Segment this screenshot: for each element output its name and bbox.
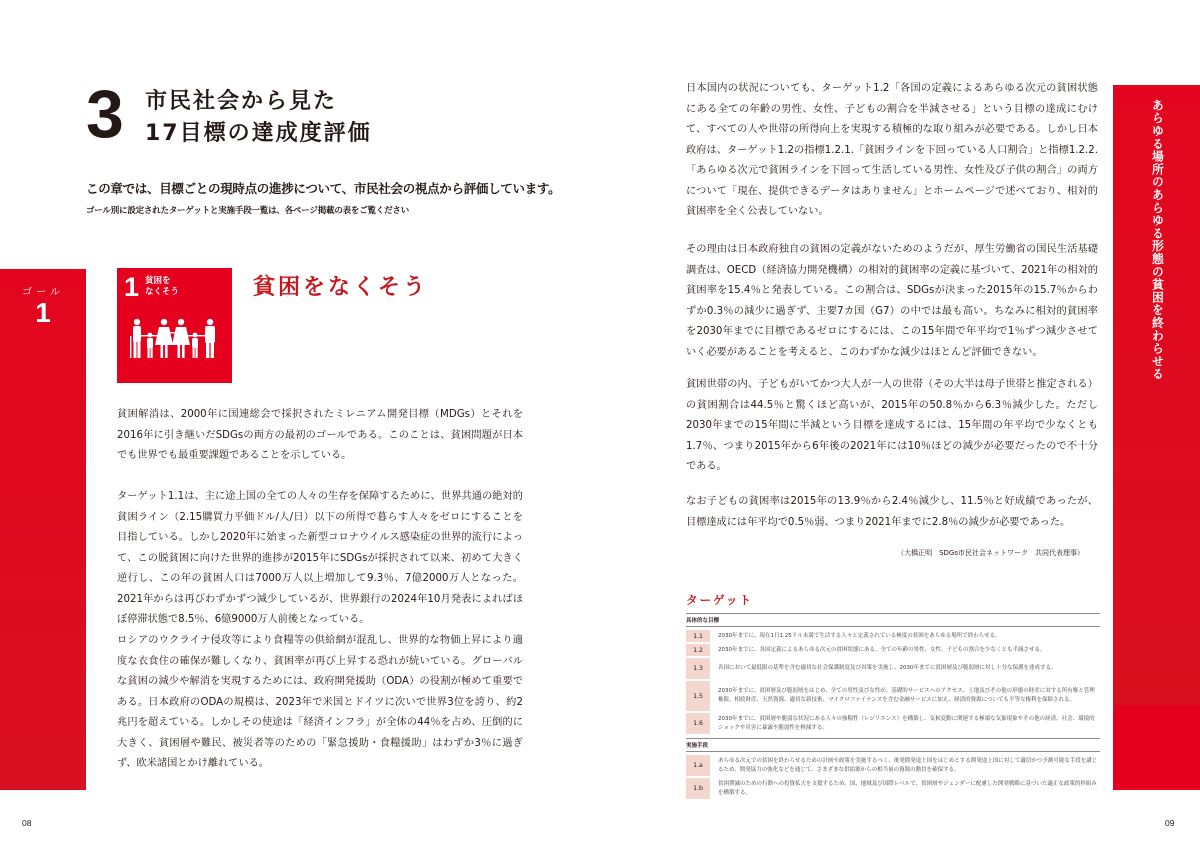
sdg-icon-text-line2: なくそう <box>145 287 180 297</box>
right-paragraph-3: 貧困世帯の内、子どもがいてかつ大人が一人の世帯（その大半は母子世帯と推定される）の貧困割合は44.5％と驚くほど高いが、2015年の50.8％から6.3％減少した。ただし2030年までの15年間に半減という目標を達成するには、15年間の年平均で少なくとも1.7％、つまり2015年から6年後の2021年には10％ほどの減少が必要だったので不十分である。 <box>686 379 1098 472</box>
target-row <box>686 713 1100 734</box>
chapter-sublead: ゴール別に設定されたターゲットと実施手段一覧は、各ページ掲載の表をご覧ください <box>86 206 410 216</box>
family-icon <box>129 318 219 360</box>
target-number: 1.6 <box>686 713 710 734</box>
goal-tab-number: 1 <box>35 297 51 328</box>
means-number: 1.b <box>686 778 710 799</box>
page-number-right: 09 <box>1165 818 1175 828</box>
means-row <box>686 755 1100 776</box>
right-paragraph-4: なお子どもの貧困率は2015年の13.9％から2.4％減少し、11.5％と好成績であったが、目標達成には年平均で0.5％弱、つまり2021年までに2.8％の減少が必要であった。 <box>686 496 1098 528</box>
sdg-goal-1-icon <box>117 268 232 383</box>
sdg-icon-text-line1: 貧困を <box>145 276 171 286</box>
goal-statement-vertical: あらゆる場所のあらゆる形態の貧困を終わらせる <box>1150 99 1165 381</box>
page-number-left: 08 <box>22 818 32 828</box>
target-text: 2030年までに、現在1日1.25ドル未満で生活する人々と定義されている極度の貧困をあらゆる場所で終わらせる。 <box>718 632 1001 639</box>
target-row <box>686 681 1100 711</box>
target-text: 2030年までに、貧困層及び脆弱層をはじめ、全ての男性及び女性が、基礎的サービスへのアクセス、土地及びその他の形態の財産に対する所有権と管理権限、相続財産、天然資源、適切な新技術、マイクロファイナンスを含む金融サービスに加え、経済的資源についても平等な権利を保障される。 <box>718 688 1095 703</box>
means-row <box>686 778 1100 799</box>
chapter-title <box>145 86 372 150</box>
means-label: 実施手段 <box>686 738 1100 752</box>
goal-side-band <box>1113 85 1200 705</box>
author-credit: （大橋正明 SDGs市民社会ネットワーク 共同代表理事） <box>897 549 1084 557</box>
goal-tab-label: ゴール <box>22 287 64 298</box>
targets-title: ターゲット <box>686 593 754 607</box>
means-text: あらゆる次元での貧困を終わらせるための計画や政策を実施するべく、後発開発途上国をはじめとする開発途上国に対して適切かつ予測可能な手段を講じるため、開発協力の強化などを通じて、さまざまな供給源からの相当量の資源の動員を確保する。 <box>718 757 1098 773</box>
goal-tab <box>0 269 86 790</box>
targets-table <box>686 592 1100 801</box>
right-paragraph-1: 日本国内の状況についても、ターゲット1.2「各国の定義によるあらゆる次元の貧困状態にある全ての年齢の男性、女性、子どもの割合を半減させる」という目標の達成にむけて、すべての人や世帯の所得向上を実現する積極的な取り組みが必要である。しかし日本政府は、ターゲット1.2の指標1.2.1.「貧困ラインを下回っている人口割合」と指標1.2.2.「あらゆる次元で貧困ラインを下回って生活している男性、女性及び子供の割合」の両方について「現在、提供できるデータはありません」とホームページで述べており、相対的貧困率を全く公表していない。 <box>686 83 1098 217</box>
chapter-title-line2: 17目標の達成度評価 <box>145 121 372 146</box>
left-paragraph-2: ターゲット1.1は、主に途上国の全ての人々の生存を保障するために、世界共通の絶対的貧困ライン（2.15購買力平価ドル/人/日）以下の所得で暮らす人々をゼロにすることを目指している。しかし2020年に始まった新型コロナウイルス感染症の世界的流行によって、この脱貧困に向けた世界的進捗が2015年にSDGsが採択されて以来、初めて大きく逆行し、この年の貧困人口は7000万人以上増加して9.3％、7億2000万人となった。2021年からは再びわずかずつ減少しているが、世界銀行の2024年10月発表によればほぼ停滞状態で8.5％、6億9000万人前後となっている。 <box>117 491 523 625</box>
target-text: 2030年までに、貧困層や脆弱な状況にある人々の強靱性（レジリエンス）を構築し、気候変動に関連する極端な気象現象やその他の経済、社会、環境的ショックや災害に暴露や脆弱性を軽減する。 <box>718 715 1095 731</box>
goal-title: 貧困をなくそう <box>253 275 429 300</box>
left-paragraph-1: 貧困解消は、2000年に国連総会で採択されたミレニアム開発目標（MDGs）とそれを2016年に引き継いだSDGsの両方の最初のゴールである。このことは、貧困問題が日本でも世界でも最重要課題であることを示している。 <box>117 409 523 461</box>
targets-concrete-label: 具体的な目標 <box>686 613 1100 627</box>
target-number: 1.3 <box>686 658 710 679</box>
target-text: 2030年までに、各国定義によるあらゆる次元の貧困状態にある、全ての年齢の男性、女性、子どもの割合を少なくとも半減させる。 <box>718 646 1046 653</box>
target-text: 各国において最低限の基準を含む適切な社会保護制度及び対策を実施し、2030年までに貧困層及び脆弱層に対し十分な保護を達成する。 <box>718 665 1057 671</box>
chapter-number: 3 <box>86 76 123 152</box>
target-row <box>686 630 1100 642</box>
left-paragraph-3: ロシアのウクライナ侵攻等により食糧等の供給網が混乱し、世界的な物価上昇により適度な衣食住の確保が難しくなり、貧困率が再び上昇する恐れが続いている。グローバルな貧困の減少や解消を実現するためには、政府開発援助（ODA）の役割が極めて重要である。日本政府のODAの規模は、2023年で米国とドイツに次いで世界3位を誇り、約2兆円を超えている。しかしその使途は「経済インフラ」が全体の44％を占め、圧倒的に大きく、貧困層や難民、被災者等のための「緊急援助・食糧援助」はわずか3％に過ぎず、欧米諸国とかけ離れている。 <box>117 635 523 769</box>
sdg-icon-text <box>145 276 179 298</box>
target-number: 1.5 <box>686 681 710 711</box>
target-row <box>686 644 1100 656</box>
target-number: 1.2 <box>686 644 710 656</box>
right-paragraph-2: その理由は日本政府独自の貧困の定義がないためのようだが、厚生労働省の国民生活基礎調査は、OECD（経済協力開発機構）の相対的貧困率の定義に基づいて、2021年の相対的貧困率を15.4％と発表している。この割合は、SDGsが決まった2015年の15.7％からわずか0.3％の減少に過ぎず、主要7カ国（G7）の中では最も高い。ちなみに相対的貧困率を2030年までに目標であるゼロにするには、この15年間で年平均で1％ずつ減少させていく必要があることを考えると、このわずかな減少はほとんど評価できない。 <box>686 244 1098 358</box>
chapter-title-line1: 市民社会から見た <box>145 89 338 114</box>
chapter-lead: この章では、目標ごとの現時点の進捗について、市民社会の視点から評価しています。 <box>86 181 561 196</box>
means-number: 1.a <box>686 755 710 776</box>
sdg-icon-number: 1 <box>124 272 140 302</box>
means-text: 貧困撲滅のための行動への投資拡大を支援するため、国、地域及び国際レベルで、貧困層やジェンダーに配慮した開発戦略に基づいた適正な政策的枠組みを構築する。 <box>718 780 1097 796</box>
target-row <box>686 658 1100 679</box>
target-number: 1.1 <box>686 630 710 642</box>
side-band-bottom <box>1113 705 1200 790</box>
